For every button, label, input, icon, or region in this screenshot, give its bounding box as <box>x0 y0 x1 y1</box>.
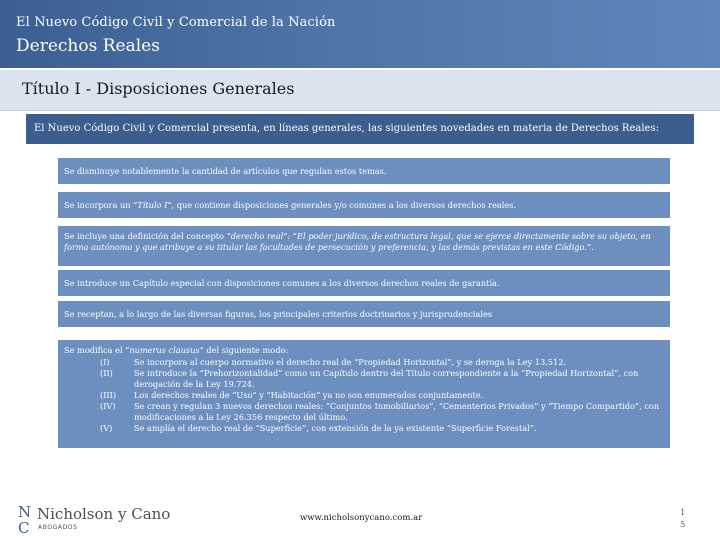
list-item <box>58 301 670 327</box>
item-text: Se incluye una definición del concepto <box>64 231 227 241</box>
sub-item <box>64 368 664 390</box>
item-emphasis: “numerus clausus” <box>125 345 204 355</box>
firm-logo <box>18 504 178 538</box>
sub-item-text: Se introduce la “Prehorizontalidad” como un Capítulo dentro del Título correspondiente a la “Propiedad Horizontal”, con derogación de la Ley 19.724. <box>134 368 639 389</box>
item-text: Se disminuye notablemente la cantidad de artículos que regulan estos temas. <box>64 166 387 176</box>
item-emphasis: “derecho real”: “El poder jurídico, de estructura legal, que se ejerce directamente sobre su objeto, en forma autónoma y que atribuye a su titular las facultades de persecución y preferencia, y las demás previstas en este Código.” <box>64 231 651 252</box>
list-item <box>58 270 670 296</box>
sub-list <box>64 357 664 434</box>
page-number <box>680 507 685 531</box>
sub-item-number: (I) <box>100 357 110 367</box>
sub-item-text: Se crean y regulan 3 nuevos derechos reales: “Conjuntos Inmobiliarios”, “Cementerios Privados” y “Tiempo Compartido”, con modificaciones a la Ley 26.356 respecto del último. <box>134 401 660 422</box>
sub-item <box>64 423 664 434</box>
sub-item <box>64 357 664 368</box>
item-text: del siguiente modo: <box>203 345 289 355</box>
sub-item <box>64 401 664 423</box>
item-text: Se modifica el <box>64 345 126 355</box>
header-title: Derechos Reales <box>16 36 160 56</box>
sub-item-text: Los derechos reales de “Uso” y “Habitación” ya no son enumerados conjuntamente. <box>134 390 484 400</box>
slide-header <box>0 0 720 68</box>
footer-url[interactable]: www.nicholsonycano.com.ar <box>300 513 423 523</box>
sub-item-number: (IV) <box>100 401 116 411</box>
page-number-line2: 5 <box>680 520 686 530</box>
item-text: Se receptan, a lo largo de las diversas figuras, los principales criterios doctrinarios y jurisprudenciales <box>64 309 493 319</box>
logo-subtitle: ABOGADOS <box>38 524 78 531</box>
page-number-line1: 1 <box>680 508 686 518</box>
sub-item-text: Se incorpora al cuerpo normativo el derecho real de “Propiedad Horizontal”, y se deroga la Ley 13.512. <box>134 357 567 367</box>
sub-item <box>64 390 664 401</box>
item-text: . <box>591 242 594 252</box>
logo-name: Nicholson y Cano <box>37 505 171 523</box>
logo-mark-bottom: C <box>18 519 30 537</box>
sub-item-number: (V) <box>100 423 113 433</box>
section-band <box>0 70 720 111</box>
sub-item-text: Se amplía el derecho real de “Superficie”, con extensión de la ya existente “Superficie Forestal”. <box>134 423 537 433</box>
item-text: Se incorpora un <box>64 200 134 210</box>
item-text: Se introduce un Capítulo especial con disposiciones comunes a los diversos derechos reales de garantía. <box>64 278 500 288</box>
sub-item-number: (III) <box>100 390 117 400</box>
item-text: , que contiene disposiciones generales y/o comunes a los diversos derechos reales. <box>171 200 517 210</box>
list-item <box>58 226 670 266</box>
item-emphasis: “Título I” <box>133 200 172 210</box>
header-subtitle: El Nuevo Código Civil y Comercial de la Nación <box>16 15 336 30</box>
list-item <box>58 158 670 184</box>
logo-mark <box>18 504 31 536</box>
list-item <box>58 192 670 218</box>
section-title: Título I - Disposiciones Generales <box>22 79 295 98</box>
sub-item-number: (II) <box>100 368 113 378</box>
intro-box: El Nuevo Código Civil y Comercial presenta, en líneas generales, las siguientes novedades en materia de Derechos Reales: <box>26 114 694 144</box>
logo-mark-top: N <box>18 503 32 521</box>
list-item <box>58 340 670 448</box>
